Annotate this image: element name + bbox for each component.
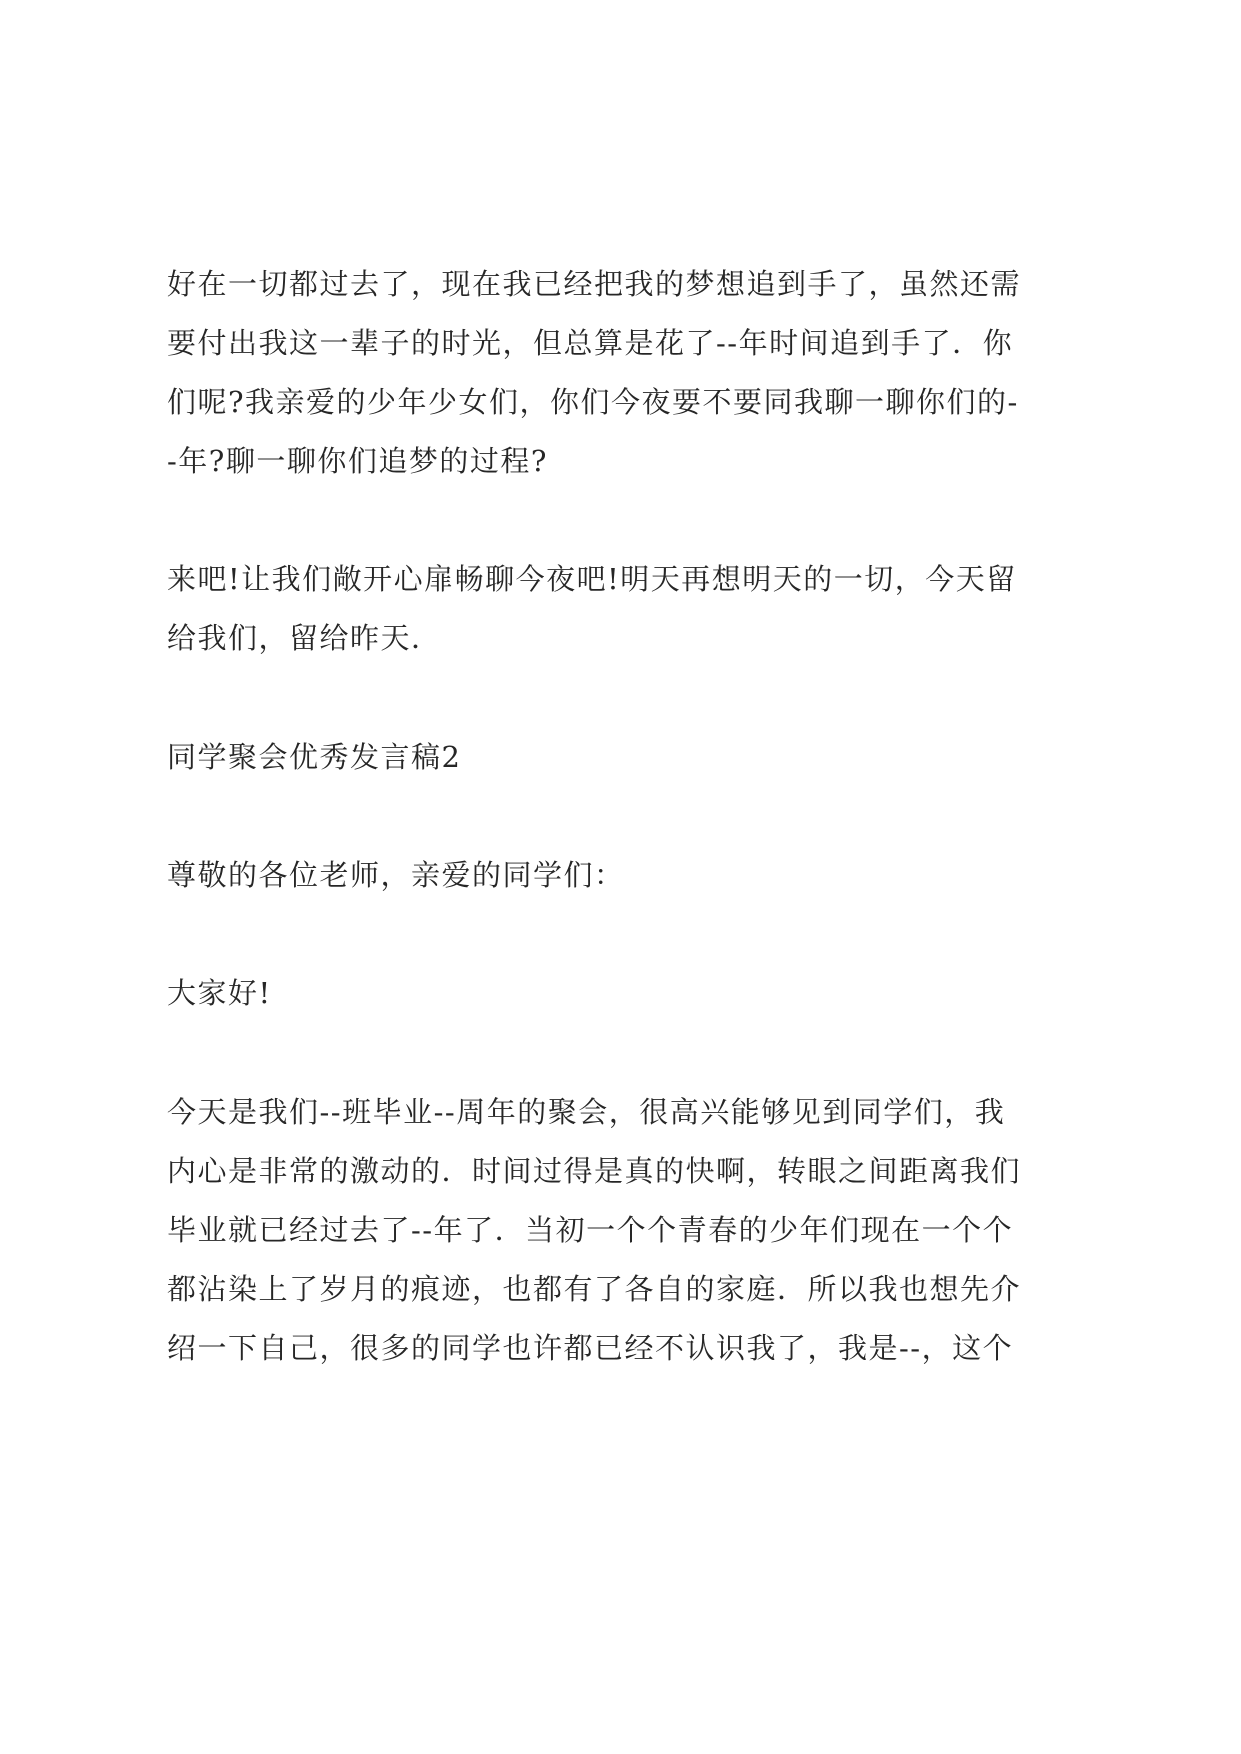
paragraph-3-line-3: 毕业就已经过去了--年了．当初一个个青春的少年们现在一个个	[167, 1213, 1014, 1247]
paragraph-1-line-4: -年?聊一聊你们追梦的过程?	[167, 444, 548, 478]
paragraph-3-line-2: 内心是非常的激动的．时间过得是真的快啊，转眼之间距离我们	[167, 1154, 1022, 1188]
paragraph-1-line-2: 要付出我这一辈子的时光，但总算是花了--年时间追到手了．你	[167, 326, 1014, 360]
paragraph-1-line-1: 好在一切都过去了，现在我已经把我的梦想追到手了，虽然还需	[167, 267, 1022, 301]
section-heading: 同学聚会优秀发言稿2	[167, 740, 462, 774]
paragraph-1-line-3: 们呢?我亲爱的少年少女们，你们今夜要不要同我聊一聊你们的-	[167, 385, 1019, 419]
paragraph-2-line-2: 给我们，留给昨天．	[167, 621, 442, 655]
paragraph-3-line-5: 绍一下自己，很多的同学也许都已经不认识我了，我是--，这个	[167, 1331, 1014, 1365]
paragraph-3-line-1: 今天是我们--班毕业--周年的聚会，很高兴能够见到同学们，我	[167, 1095, 1006, 1129]
paragraph-2-line-1: 来吧!让我们敞开心扉畅聊今夜吧!明天再想明天的一切，今天留	[167, 562, 1017, 596]
salutation: 尊敬的各位老师，亲爱的同学们：	[167, 858, 625, 892]
greeting: 大家好!	[167, 976, 272, 1010]
paragraph-3-line-4: 都沾染上了岁月的痕迹，也都有了各自的家庭．所以我也想先介	[167, 1272, 1022, 1306]
